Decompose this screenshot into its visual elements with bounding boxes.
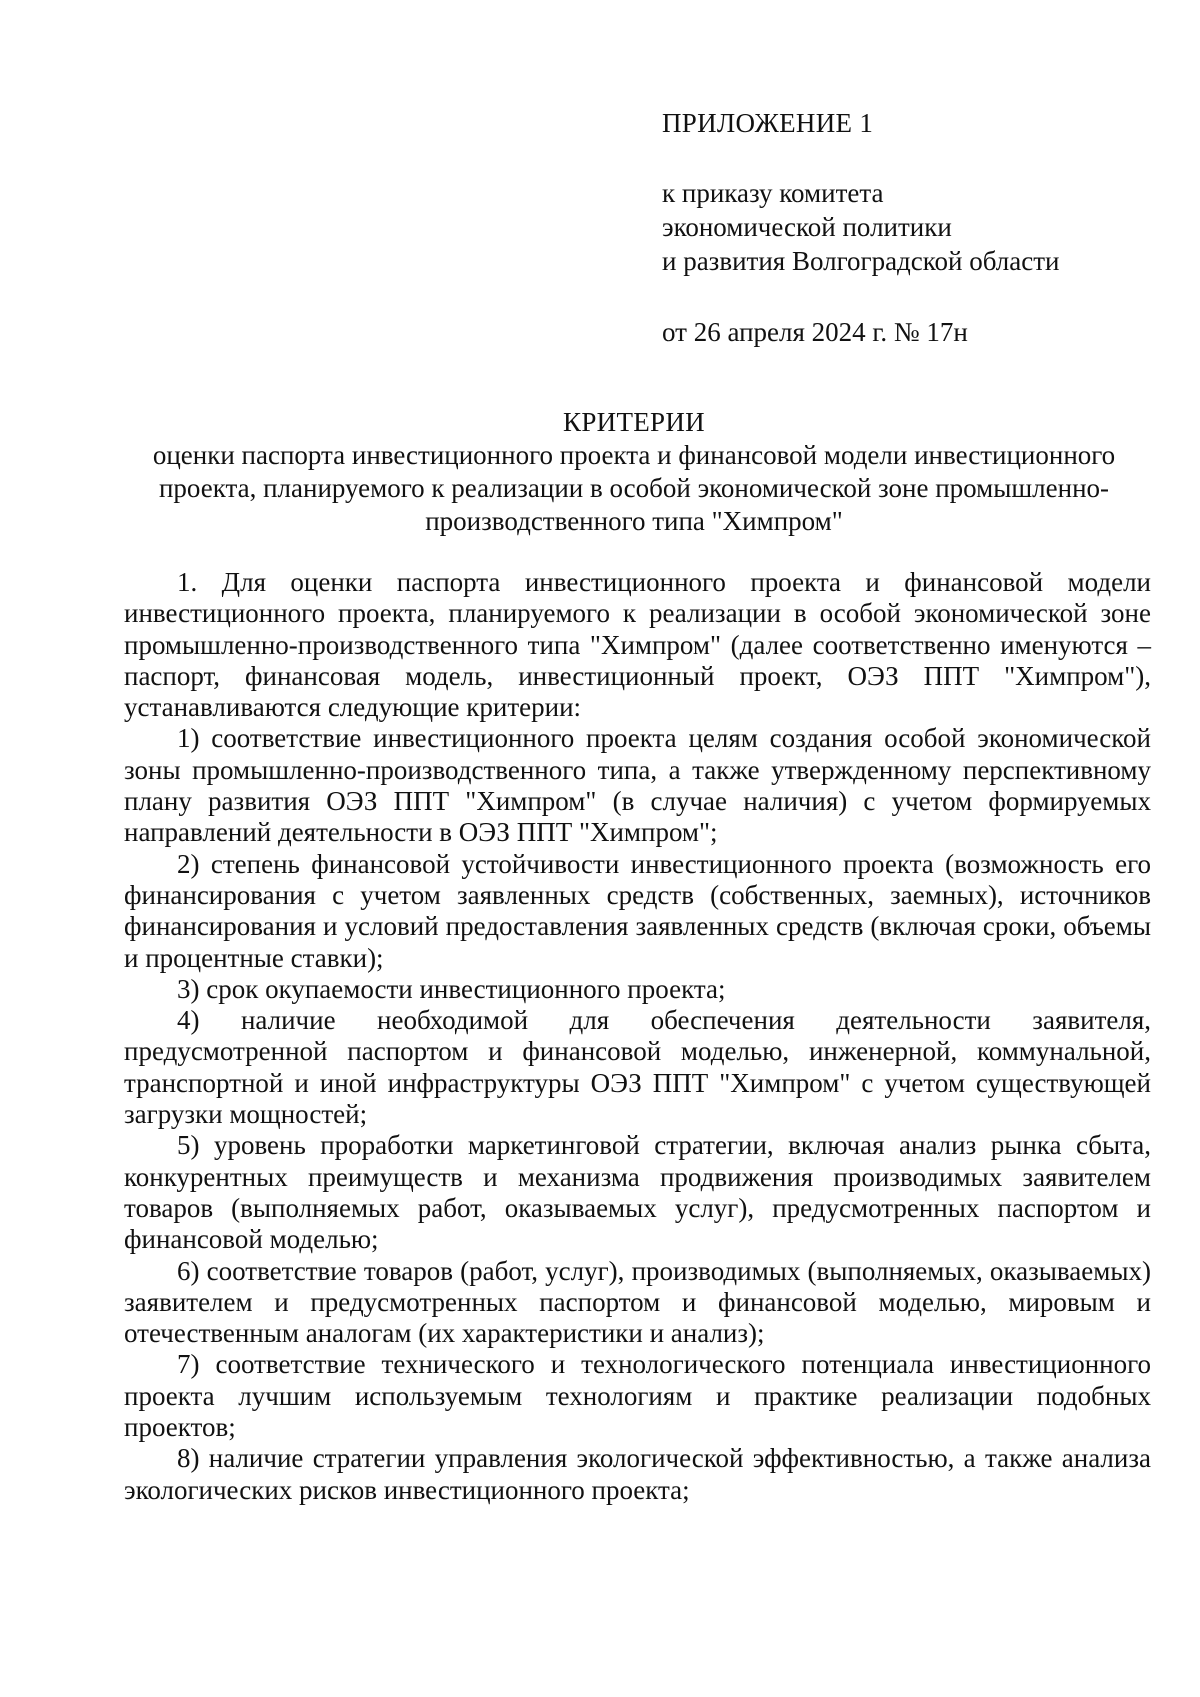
- criterion-item-7: 7) соответствие технического и технологического потенциала инвестиционного проекта лучшим используемым технологиям и практике реализации подобных проектов;: [124, 1349, 1151, 1443]
- document-title: [110, 406, 1158, 538]
- order-reference: [662, 176, 1142, 278]
- criterion-item-2: 2) степень финансовой устойчивости инвестиционного проекта (возможность его финансирования с учетом заявленных средств (собственных, заемных), источников финансирования и условий предоставления заявленных средств (включая сроки, объемы и процентные ставки);: [124, 848, 1151, 973]
- criterion-item-8: 8) наличие стратегии управления экологической эффективностью, а также анализа экологических рисков инвестиционного проекта;: [124, 1443, 1151, 1505]
- title-subtitle-line: проекта, планируемого к реализации в особой экономической зоне промышленно-: [158, 473, 1110, 503]
- document-body: [124, 567, 1151, 1506]
- title-subtitle-line: оценки паспорта инвестиционного проекта и финансовой модели инвестиционного: [152, 440, 1116, 470]
- order-reference-line: и развития Волгоградской области: [662, 246, 1060, 276]
- criterion-item-6: 6) соответствие товаров (работ, услуг), производимых (выполняемых, оказываемых) заявителем и предусмотренных паспортом и финансовой моделью, мировым и отечественным аналогам (их характеристики и анализ);: [124, 1255, 1151, 1349]
- appendix-title: ПРИЛОЖЕНИЕ 1: [662, 108, 874, 138]
- paragraph-intro: 1. Для оценки паспорта инвестиционного проекта и финансовой модели инвестиционного проекта, планируемого к реализации в особой экономической зоне промышленно-производственного типа "Химпром" (далее соответственно именуются – паспорт, финансовая модель, инвестиционный проект, ОЭЗ ППТ "Химпром"), устанавливаются следующие критерии:: [124, 567, 1151, 723]
- criterion-item-5: 5) уровень проработки маркетинговой стратегии, включая анализ рынка сбыта, конкурентных преимуществ и механизма продвижения производимых заявителем товаров (выполняемых работ, оказываемых услуг), предусмотренных паспортом и финансовой моделью;: [124, 1130, 1151, 1255]
- order-date: от 26 апреля 2024 г. № 17н: [662, 317, 968, 347]
- criterion-item-4: 4) наличие необходимой для обеспечения деятельности заявителя, предусмотренной паспортом и финансовой моделью, инженерной, коммунальной, транспортной и иной инфраструктуры ОЭЗ ППТ "Химпром" с учетом существующей загрузки мощностей;: [124, 1005, 1151, 1130]
- criterion-item-3: 3) срок окупаемости инвестиционного проекта;: [177, 973, 726, 1004]
- appendix-header: [662, 106, 1142, 349]
- order-reference-line: экономической политики: [662, 212, 952, 242]
- order-reference-line: к приказу комитета: [662, 178, 884, 208]
- criterion-item-1: 1) соответствие инвестиционного проекта целям создания особой экономической зоны промышленно-производственного типа, а также утвержденному перспективному плану развития ОЭЗ ППТ "Химпром" (в случае наличия) с учетом формируемых направлений деятельности в ОЭЗ ППТ "Химпром";: [124, 723, 1151, 848]
- title-subtitle-line: производственного типа "Химпром": [425, 506, 843, 536]
- title-heading: КРИТЕРИИ: [563, 407, 705, 437]
